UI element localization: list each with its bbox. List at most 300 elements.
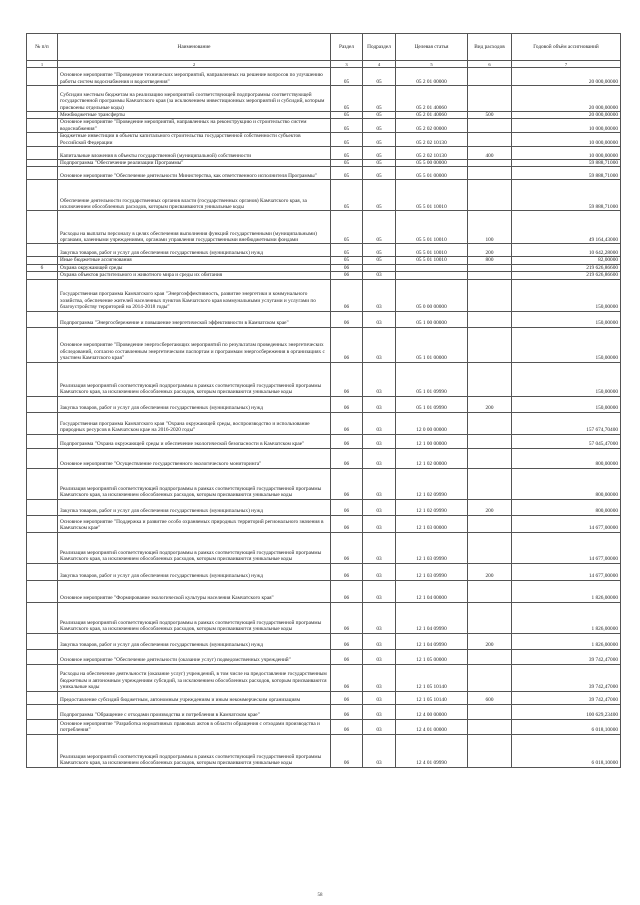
row-subsection: 05: [363, 167, 396, 180]
row-section: 06: [331, 448, 363, 468]
row-expense-type: 200: [468, 244, 512, 257]
row-section: 06: [331, 311, 363, 327]
row-section: 06: [331, 279, 363, 311]
row-expense-type: [468, 264, 512, 271]
row-section: 05: [331, 167, 363, 180]
row-section: 06: [331, 691, 363, 704]
row-name: Реализация мероприятий соответствующей подпрограммы в рамках соответствующей государственной программы Камчатского края, за исключением обособленных расходов, которым присваиваются уникальные коды: [58, 362, 331, 396]
row-subsection: 05: [363, 133, 396, 147]
row-number: [27, 704, 58, 719]
row-amount: 59 888,71000: [512, 160, 621, 167]
row-subsection: 03: [363, 434, 396, 448]
row-amount: 14 677,00000: [512, 532, 621, 563]
row-section: 06: [331, 327, 363, 362]
row-expense-type: [468, 272, 512, 279]
header-num: № п/п: [27, 34, 58, 61]
header-type: Вид расходов: [468, 34, 512, 61]
row-number: [27, 532, 58, 563]
table-row: [27, 68, 621, 86]
row-expense-type: [468, 160, 512, 167]
row-article: 05 5 01 00000: [396, 167, 468, 180]
row-subsection: 03: [363, 649, 396, 664]
row-expense-type: 200: [468, 396, 512, 412]
row-amount: 157 674,70400: [512, 412, 621, 434]
row-name: Подпрограмма "Охрана окружающей среды и обеспечение экологической безопасности в Камчатском крае": [58, 434, 331, 448]
row-amount: 59 888,71000: [512, 180, 621, 211]
table-row: [27, 434, 621, 448]
table-row: [27, 563, 621, 580]
row-amount: 10 000,00000: [512, 133, 621, 147]
row-amount: 1 826,00000: [512, 633, 621, 649]
row-number: [27, 691, 58, 704]
row-article: 12 1 00 00000: [396, 434, 468, 448]
row-subsection: 05: [363, 180, 396, 211]
row-section: 06: [331, 272, 363, 279]
row-article: [396, 272, 468, 279]
row-article: [396, 264, 468, 271]
row-number: [27, 147, 58, 160]
row-section: 05: [331, 68, 363, 86]
row-section: 06: [331, 499, 363, 515]
row-number: [27, 396, 58, 412]
row-expense-type: [468, 515, 512, 532]
row-article: 12 1 04 09990: [396, 602, 468, 633]
row-number: [27, 180, 58, 211]
row-amount: 39 742,47000: [512, 691, 621, 704]
row-section: 06: [331, 719, 363, 734]
row-section: 05: [331, 257, 363, 264]
row-name: Закупка товаров, работ и услуг для обеспечения государственных (муниципальных) нужд: [58, 633, 331, 649]
row-subsection: 03: [363, 580, 396, 602]
row-article: 12 1 05 10140: [396, 664, 468, 691]
row-subsection: [363, 264, 396, 271]
row-amount: 20 000,00000: [512, 86, 621, 112]
row-number: [27, 272, 58, 279]
row-section: 06: [331, 264, 363, 271]
row-section: 05: [331, 133, 363, 147]
column-number: 6: [468, 61, 512, 68]
row-name: Реализация мероприятий соответствующей подпрограммы в рамках соответствующей государственной программы Камчатского края, за исключением обособленных расходов, которым присваиваются уникальные коды: [58, 468, 331, 499]
row-expense-type: [468, 167, 512, 180]
row-name: Закупка товаров, работ и услуг для обеспечения государственных (муниципальных) нужд: [58, 244, 331, 257]
table-row: [27, 412, 621, 434]
row-number: [27, 649, 58, 664]
row-number: [27, 119, 58, 133]
row-amount: 150,00000: [512, 327, 621, 362]
row-section: 05: [331, 147, 363, 160]
row-article: 05 1 01 00000: [396, 327, 468, 362]
table-row: [27, 272, 621, 279]
row-article: 12 1 04 09990: [396, 633, 468, 649]
row-amount: 57 045,47000: [512, 434, 621, 448]
row-expense-type: 500: [468, 112, 512, 119]
row-amount: 100 629,23400: [512, 704, 621, 719]
page-number: 58: [317, 893, 323, 898]
row-number: [27, 327, 58, 362]
row-subsection: 03: [363, 272, 396, 279]
row-article: 12 1 02 00000: [396, 448, 468, 468]
table-row: [27, 396, 621, 412]
column-number: 4: [363, 61, 396, 68]
row-article: 05 5 00 00000: [396, 160, 468, 167]
row-section: 06: [331, 633, 363, 649]
row-subsection: 05: [363, 112, 396, 119]
row-name: Государственная программа Камчатского края "Энергоэффективность, развитие энергетики и коммунального хозяйства, обеспечение жителей населенных пунктов Камчатского края коммунальными услугами и услугами по благоустройству территорий на 2014-2018 годы": [58, 279, 331, 311]
row-article: 05 5 01 10010: [396, 257, 468, 264]
row-article: 12 4 00 00000: [396, 704, 468, 719]
row-article: 12 1 04 00000: [396, 580, 468, 602]
row-number: [27, 279, 58, 311]
table-row: [27, 211, 621, 244]
row-section: 06: [331, 468, 363, 499]
row-article: 05 2 02 10130: [396, 147, 468, 160]
row-expense-type: [468, 180, 512, 211]
table-row: [27, 133, 621, 147]
row-amount: 39 742,47000: [512, 649, 621, 664]
table-body: [27, 68, 621, 768]
row-name: Основное мероприятие "Проведение технических мероприятий, направленных на решение вопросов по улучшению работы систем водоснабжения и водоотведения": [58, 68, 331, 86]
row-article: 05 1 00 00000: [396, 311, 468, 327]
table-row: [27, 704, 621, 719]
column-number: 2: [58, 61, 331, 68]
row-amount: 59 888,71000: [512, 167, 621, 180]
row-expense-type: [468, 448, 512, 468]
row-article: 05 2 02 10130: [396, 133, 468, 147]
table-row: [27, 167, 621, 180]
header-section: Раздел: [331, 34, 363, 61]
row-expense-type: [468, 664, 512, 691]
row-article: 05 0 00 00000: [396, 279, 468, 311]
table-row: [27, 244, 621, 257]
row-name: Реализация мероприятий соответствующей подпрограммы в рамках соответствующей государственной программы Камчатского края, за исключением обособленных расходов, которым присваиваются уникальные коды: [58, 532, 331, 563]
row-expense-type: 200: [468, 499, 512, 515]
row-expense-type: [468, 434, 512, 448]
row-name: Охрана окружающей среды: [58, 264, 331, 271]
row-section: 06: [331, 734, 363, 767]
row-subsection: 03: [363, 311, 396, 327]
table-row: [27, 649, 621, 664]
table-row: [27, 257, 621, 264]
row-amount: 1 826,00000: [512, 580, 621, 602]
row-article: 05 2 01 00000: [396, 68, 468, 86]
table-row: [27, 499, 621, 515]
row-name: Субсидии местным бюджетам на реализацию мероприятий соответствующей подпрограммы соответствующей государственной программы Камчатского края (за исключением инвестиционных мероприятий и субсидий, которым присвоены отдельные коды): [58, 86, 331, 112]
row-expense-type: [468, 532, 512, 563]
row-number: [27, 448, 58, 468]
table-row: [27, 448, 621, 468]
row-section: 05: [331, 112, 363, 119]
table-row: [27, 580, 621, 602]
row-expense-type: [468, 279, 512, 311]
row-number: [27, 133, 58, 147]
row-section: 05: [331, 180, 363, 211]
row-amount: 1 826,00000: [512, 602, 621, 633]
row-number: [27, 160, 58, 167]
row-article: 05 2 02 00000: [396, 119, 468, 133]
row-number: [27, 633, 58, 649]
row-subsection: 05: [363, 86, 396, 112]
row-expense-type: 200: [468, 563, 512, 580]
row-number: [27, 664, 58, 691]
row-number: [27, 412, 58, 434]
row-number: 6: [27, 264, 58, 271]
row-article: 05 2 01 40060: [396, 86, 468, 112]
row-expense-type: 600: [468, 691, 512, 704]
row-number: [27, 563, 58, 580]
row-section: 06: [331, 362, 363, 396]
row-article: 12 1 02 09990: [396, 499, 468, 515]
row-subsection: 03: [363, 515, 396, 532]
table-row: [27, 279, 621, 311]
header-article: Целевая статья: [396, 34, 468, 61]
column-number: 7: [512, 61, 621, 68]
row-section: 06: [331, 649, 363, 664]
row-amount: 10 000,00000: [512, 147, 621, 160]
row-expense-type: [468, 327, 512, 362]
row-article: 05 2 01 40060: [396, 112, 468, 119]
column-number: 3: [331, 61, 363, 68]
budget-table: [26, 33, 621, 768]
row-number: [27, 112, 58, 119]
row-subsection: 03: [363, 279, 396, 311]
table-row: [27, 180, 621, 211]
column-number-row: [27, 61, 621, 68]
row-section: 05: [331, 160, 363, 167]
row-name: Основное мероприятие "Обеспечение деятельности (оказание услуг) подведомственных учреждений": [58, 649, 331, 664]
row-amount: 14 677,00000: [512, 563, 621, 580]
row-amount: 800,00000: [512, 448, 621, 468]
row-amount: 39 742,47000: [512, 664, 621, 691]
column-number: 5: [396, 61, 468, 68]
row-number: [27, 211, 58, 244]
row-name: Основное мероприятие "Обеспечение деятельности Министерства, как ответственного исполнителя Программы": [58, 167, 331, 180]
row-article: 12 0 00 00000: [396, 412, 468, 434]
table-row: [27, 160, 621, 167]
row-subsection: 03: [363, 327, 396, 362]
row-expense-type: [468, 649, 512, 664]
header-subsection: Подраздел: [363, 34, 396, 61]
row-number: [27, 167, 58, 180]
row-name: Расходы на обеспечение деятельности (оказание услуг) учреждений, в том числе на предоставление государственным бюджетным и автономным учреждениям субсидий, за исключением обособленных расходов, которым присваиваются уникальные коды: [58, 664, 331, 691]
header-name: Наименование: [58, 34, 331, 61]
row-expense-type: 400: [468, 147, 512, 160]
table-row: [27, 362, 621, 396]
row-article: 12 1 05 00000: [396, 649, 468, 664]
row-number: [27, 734, 58, 767]
row-number: [27, 602, 58, 633]
row-amount: 150,00000: [512, 311, 621, 327]
row-section: 05: [331, 86, 363, 112]
row-amount: 14 677,00000: [512, 515, 621, 532]
row-section: 06: [331, 580, 363, 602]
row-number: [27, 257, 58, 264]
row-number: [27, 244, 58, 257]
row-subsection: 03: [363, 734, 396, 767]
row-name: Основное мероприятие "Проведение мероприятий, направленных на реконструкцию и строительство систем водоснабжения": [58, 119, 331, 133]
row-name: Закупка товаров, работ и услуг для обеспечения государственных (муниципальных) нужд: [58, 396, 331, 412]
row-name: Основное мероприятие "Поддержка и развитие особо охраняемых природных территорий регионального значения в Камчатском крае": [58, 515, 331, 532]
row-amount: 20 000,00000: [512, 68, 621, 86]
row-section: 06: [331, 515, 363, 532]
row-article: 05 5 01 10010: [396, 244, 468, 257]
row-name: Подпрограмма "Обращение с отходами производства и потребления в Камчатском крае": [58, 704, 331, 719]
row-name: Капитальные вложения в объекты государственной (муниципальной) собственности: [58, 147, 331, 160]
row-name: Межбюджетные трансферты: [58, 112, 331, 119]
row-name: Иные бюджетные ассигнования: [58, 257, 331, 264]
table-row: [27, 147, 621, 160]
row-subsection: 03: [363, 448, 396, 468]
row-number: [27, 468, 58, 499]
row-section: 06: [331, 412, 363, 434]
table-header-row: [27, 34, 621, 61]
row-article: 05 5 01 10010: [396, 180, 468, 211]
table-row: [27, 633, 621, 649]
table-row: [27, 691, 621, 704]
row-expense-type: [468, 133, 512, 147]
row-expense-type: [468, 86, 512, 112]
row-name: Подпрограмма "Обеспечение реализации Программы": [58, 160, 331, 167]
row-name: Закупка товаров, работ и услуг для обеспечения государственных (муниципальных) нужд: [58, 563, 331, 580]
row-amount: 6 018,10000: [512, 734, 621, 767]
row-expense-type: [468, 412, 512, 434]
row-name: Основное мероприятие "Формирование экологической культуры населения Камчатского края": [58, 580, 331, 602]
row-amount: 219 626,86600: [512, 264, 621, 271]
row-expense-type: [468, 580, 512, 602]
row-expense-type: 100: [468, 211, 512, 244]
row-expense-type: 800: [468, 257, 512, 264]
row-subsection: 05: [363, 68, 396, 86]
row-article: 12 4 01 09990: [396, 734, 468, 767]
row-subsection: 03: [363, 532, 396, 563]
row-subsection: 05: [363, 160, 396, 167]
row-number: [27, 580, 58, 602]
table-row: [27, 327, 621, 362]
row-expense-type: [468, 719, 512, 734]
header-amount: Годовой объём ассигнований: [512, 34, 621, 61]
row-article: 12 1 02 09990: [396, 468, 468, 499]
row-name: Закупка товаров, работ и услуг для обеспечения государственных (муниципальных) нужд: [58, 499, 331, 515]
row-subsection: 03: [363, 468, 396, 499]
row-amount: 150,00000: [512, 362, 621, 396]
row-name: Расходы на выплаты персоналу в целях обеспечения выполнения функций государственными (муниципальными) органами, казенными учреждениями, органами управления государственными внебюджетными фондами: [58, 211, 331, 244]
row-amount: 82,00000: [512, 257, 621, 264]
row-subsection: 03: [363, 704, 396, 719]
row-subsection: 05: [363, 119, 396, 133]
row-amount: 150,00000: [512, 396, 621, 412]
table-row: [27, 264, 621, 271]
row-section: 05: [331, 119, 363, 133]
row-name: Реализация мероприятий соответствующей подпрограммы в рамках соответствующей государственной программы Камчатского края, за исключением обособленных расходов, которым присваиваются уникальные коды: [58, 602, 331, 633]
row-number: [27, 515, 58, 532]
row-article: 12 1 03 00000: [396, 515, 468, 532]
table-row: [27, 664, 621, 691]
row-name: Предоставление субсидий бюджетным, автономным учреждениям и иным некоммерческим организациям: [58, 691, 331, 704]
row-section: 06: [331, 704, 363, 719]
row-name: Основное мероприятие "Проведение энергосберегающих мероприятий по результатам проведенных энергетических обследований, согласно составленным энергетическим паспортам и программам энергосбережения в организациях с участием Камчатского края": [58, 327, 331, 362]
table-row: [27, 734, 621, 767]
row-article: 12 1 03 09990: [396, 532, 468, 563]
row-amount: 49 164,43000: [512, 211, 621, 244]
row-subsection: 05: [363, 244, 396, 257]
row-article: 05 1 01 09990: [396, 362, 468, 396]
table-row: [27, 532, 621, 563]
row-amount: 800,00000: [512, 499, 621, 515]
row-subsection: 03: [363, 499, 396, 515]
row-article: 12 1 05 10140: [396, 691, 468, 704]
row-name: Обеспечение деятельности государственных органов власти (государственных органов) Камчатского края, за исключением обособленных расходов, которым присваиваются уникальные коды: [58, 180, 331, 211]
table-row: [27, 119, 621, 133]
row-section: 05: [331, 211, 363, 244]
row-subsection: 05: [363, 257, 396, 264]
row-expense-type: [468, 468, 512, 499]
row-amount: 10 642,28000: [512, 244, 621, 257]
row-subsection: 03: [363, 362, 396, 396]
row-expense-type: [468, 311, 512, 327]
row-article: 12 1 03 09990: [396, 563, 468, 580]
row-subsection: 03: [363, 563, 396, 580]
row-number: [27, 362, 58, 396]
row-subsection: 03: [363, 412, 396, 434]
row-number: [27, 434, 58, 448]
table-row: [27, 719, 621, 734]
row-amount: 800,00000: [512, 468, 621, 499]
row-number: [27, 499, 58, 515]
row-expense-type: [468, 362, 512, 396]
row-number: [27, 719, 58, 734]
table-row: [27, 515, 621, 532]
row-subsection: 03: [363, 719, 396, 734]
row-name: Основное мероприятие "Разработка нормативных правовых актов в области обращения с отходами производства и потребления": [58, 719, 331, 734]
row-expense-type: [468, 119, 512, 133]
row-article: 12 4 01 00000: [396, 719, 468, 734]
row-name: Основное мероприятие "Осуществление государственного экологического мониторинга": [58, 448, 331, 468]
row-article: 05 1 01 09990: [396, 396, 468, 412]
row-expense-type: [468, 704, 512, 719]
row-name: Реализация мероприятий соответствующей подпрограммы в рамках соответствующей государственной программы Камчатского края, за исключением обособленных расходов, которым присваиваются уникальные коды: [58, 734, 331, 767]
table-row: [27, 468, 621, 499]
row-subsection: 03: [363, 691, 396, 704]
row-subsection: 05: [363, 211, 396, 244]
row-expense-type: 200: [468, 633, 512, 649]
row-section: 06: [331, 602, 363, 633]
row-expense-type: [468, 734, 512, 767]
row-amount: 150,00000: [512, 279, 621, 311]
row-section: 05: [331, 244, 363, 257]
row-subsection: 03: [363, 633, 396, 649]
row-name: Подпрограмма "Энергосбережение и повышение энергетической эффективности в Камчатском крае": [58, 311, 331, 327]
column-number: 1: [27, 61, 58, 68]
row-number: [27, 86, 58, 112]
row-number: [27, 68, 58, 86]
row-name: Бюджетные инвестиции в объекты капитального строительства государственной собственности субъектов Российской Федерации: [58, 133, 331, 147]
table-row: [27, 602, 621, 633]
row-subsection: 03: [363, 664, 396, 691]
row-amount: 6 018,10000: [512, 719, 621, 734]
row-amount: 20 000,00000: [512, 112, 621, 119]
row-name: Государственная программа Камчатского края "Охрана окружающей среды, воспроизводство и использование природных ресурсов в Камчатском крае на 2016-2020 годы": [58, 412, 331, 434]
row-section: 06: [331, 563, 363, 580]
row-section: 06: [331, 434, 363, 448]
row-number: [27, 311, 58, 327]
row-subsection: 03: [363, 602, 396, 633]
row-subsection: 05: [363, 147, 396, 160]
row-section: 06: [331, 664, 363, 691]
row-amount: 219 626,86600: [512, 272, 621, 279]
row-amount: 10 000,00000: [512, 119, 621, 133]
table-row: [27, 86, 621, 112]
row-name: Охрана объектов растительного и животного мира и среды их обитания: [58, 272, 331, 279]
table-row: [27, 112, 621, 119]
